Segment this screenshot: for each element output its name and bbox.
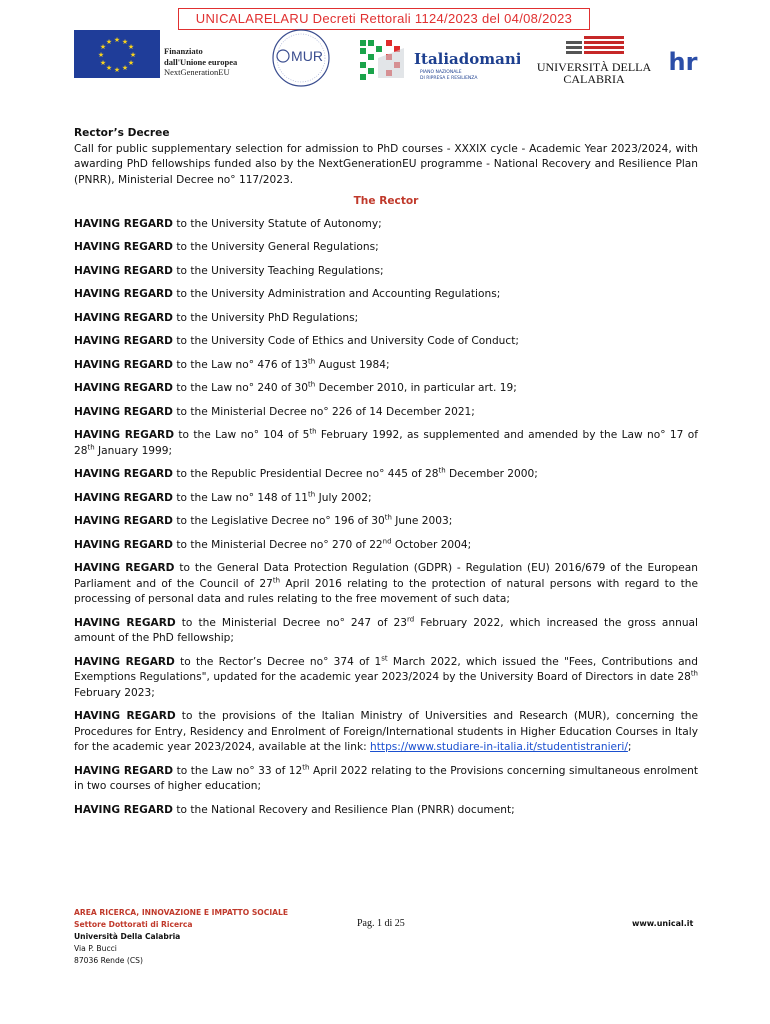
having-regard-lead: HAVING REGARD [74,538,173,551]
having-regard-item: HAVING REGARD to the Legislative Decree no° 196 of 30th June 2003; [74,513,453,527]
unical-line-2: CALABRIA [563,72,625,86]
having-regard-lead: HAVING REGARD [74,429,174,441]
having-regard-lead: HAVING REGARD [74,405,173,418]
having-regard-lead: HAVING REGARD [74,562,175,574]
having-regard-lead: HAVING REGARD [74,311,173,324]
logo-banner [0,26,770,96]
footer-sector: Settore Dottorati di Ricerca [74,920,193,929]
mur-logo [265,28,343,88]
having-regard-item: HAVING REGARD to the Law no° 148 of 11th July 2002; [74,489,372,504]
svg-text:★: ★ [113,66,121,74]
having-regard-list [74,217,698,819]
document-body [74,126,698,826]
hr-excellence-logo [668,44,698,76]
unical-line-1: UNIVERSITÀ DELLA [536,60,652,74]
footer-website: www.unical.it [632,919,694,928]
having-regard-item: HAVING REGARD to the General Data Protection Regulation (GDPR) - Regulation (EU) 2016/679 of the European Parliament and of the Council of 27th April 2016 relating to the protection of natural persons with regard to the processing of personal data and rules relating to the free movement of such data; [74,562,698,605]
having-regard-item: HAVING REGARD to the Ministerial Decree no° 226 of 14 December 2021; [74,405,475,418]
footer-university: Università Della Calabria [74,932,181,941]
svg-text:★: ★ [127,43,135,51]
having-regard-lead: HAVING REGARD [74,335,173,347]
italiadomani-label: Italiadomani [414,50,520,68]
page-number: Pag. 1 di 25 [357,918,405,929]
having-regard-lead: HAVING REGARD [74,710,176,722]
having-regard-item: HAVING REGARD to the University Administration and Accounting Regulations; [74,288,501,300]
hr-label: hr [668,48,698,76]
svg-text:★: ★ [99,59,107,67]
footer-street: Via P. Bucci [74,944,117,953]
having-regard-item: HAVING REGARD to the Republic Presidential Decree no° 445 of 28th December 2000; [74,466,538,480]
having-regard-lead: HAVING REGARD [74,358,173,371]
svg-text:★: ★ [121,64,129,72]
eu-line-3: NextGenerationEU [164,67,230,77]
having-regard-lead: HAVING REGARD [74,616,176,629]
having-regard-lead: HAVING REGARD [74,382,173,394]
having-regard-item: HAVING REGARD to the University PhD Regulations; [74,311,359,324]
eu-line-2: dall'Unione europea [164,56,238,67]
having-regard-item: HAVING REGARD to the University Statute of Autonomy; [74,217,382,230]
italiadomani-sub-2: DI RIPRESA E RESILIENZA [420,76,478,81]
svg-text:★: ★ [105,64,113,72]
italiadomani-sub-1: PIANO NAZIONALE [420,70,462,75]
mur-label: MUR [291,48,323,64]
having-regard-lead: HAVING REGARD [74,241,173,253]
protocol-stamp: UNICALARELARU Decreti Rettorali 1124/2023 del 04/08/2023 [178,8,590,30]
having-regard-lead: HAVING REGARD [74,764,174,777]
eu-line-1: Finanziato [164,46,203,56]
italiadomani-logo [358,38,520,82]
svg-text:★: ★ [97,51,105,59]
having-regard-item: HAVING REGARD to the Rector’s Decree no° 374 of 1st March 2022, which issued the "Fees, Contributions and Exemptions Regulations", updated for the academic year 2023/2024 by the University Board of Directors in date 28th February 2023; [74,653,698,699]
svg-text:★: ★ [105,38,113,46]
svg-text:★: ★ [127,59,135,67]
studiare-in-italia-link[interactable]: https://www.studiare-in-italia.it/studentistranieri/ [370,741,628,753]
having-regard-item: HAVING REGARD to the Ministerial Decree no° 270 of 22nd October 2004; [74,536,472,551]
having-regard-item: HAVING REGARD to the Law no° 240 of 30th December 2010, in particular art. 19; [74,380,517,394]
having-regard-lead: HAVING REGARD [74,468,173,480]
having-regard-item: HAVING REGARD to the Law no° 33 of 12th April 2022 relating to the Provisions concerning simultaneous enrolment in two courses of higher education; [74,762,699,792]
footer-address [74,907,288,967]
footer-city: 87036 Rende (CS) [74,956,143,965]
having-regard-lead: HAVING REGARD [74,217,173,230]
having-regard-lead: HAVING REGARD [74,803,173,816]
svg-text:★: ★ [129,51,137,59]
svg-text:★: ★ [113,36,121,44]
footer-area: AREA RICERCA, INNOVAZIONE E IMPATTO SOCIALE [74,908,289,917]
eu-flag-icon [74,30,160,78]
rector-heading: The Rector [353,195,419,207]
having-regard-item: HAVING REGARD to the Ministerial Decree no° 247 of 23rd February 2022, which increased the gross annual amount of the PhD fellowship; [74,614,698,644]
having-regard-lead: HAVING REGARD [74,491,173,504]
having-regard-item: HAVING REGARD to the University General Regulations; [74,241,379,253]
having-regard-item: HAVING REGARD to the University Code of Ethics and University Code of Conduct; [74,335,519,347]
having-regard-item: HAVING REGARD to the University Teaching Regulations; [74,264,384,277]
svg-text:★: ★ [121,38,129,46]
having-regard-item: HAVING REGARD to the provisions of the Italian Ministry of Universities and Research (MUR), concerning the Procedures for Entry, Residency and Enrolment of Foreign/International students in Higher Education Courses in Italy for the academic year 2023/2024, available at the link: https://www.studiare-in-italia.it/studentistranieri/; [74,710,698,753]
svg-text:★: ★ [99,43,107,51]
document-intro: Call for public supplementary selection for admission to PhD courses - XXXIX cycle - Academic Year 2023/2024, with awarding PhD fellowships funded also by the NextGenerationEU programme - National Recovery and Resilience Plan (PNRR), Ministerial Decree no° 117/2023. [74,142,698,186]
having-regard-item: HAVING REGARD to the National Recovery and Resilience Plan (PNRR) document; [74,803,515,816]
having-regard-lead: HAVING REGARD [74,264,173,277]
unical-logo [536,36,654,88]
having-regard-item: HAVING REGARD to the Law no° 476 of 13th August 1984; [74,356,390,371]
having-regard-item: HAVING REGARD to the Law no° 104 of 5th February 1992, as supplemented and amended by the Law no° 17 of 28th January 1999; [74,427,698,457]
eu-funding-text [164,46,237,78]
having-regard-lead: HAVING REGARD [74,288,173,300]
having-regard-lead: HAVING REGARD [74,515,173,527]
having-regard-lead: HAVING REGARD [74,655,175,668]
document-title: Rector’s Decree [74,127,170,139]
